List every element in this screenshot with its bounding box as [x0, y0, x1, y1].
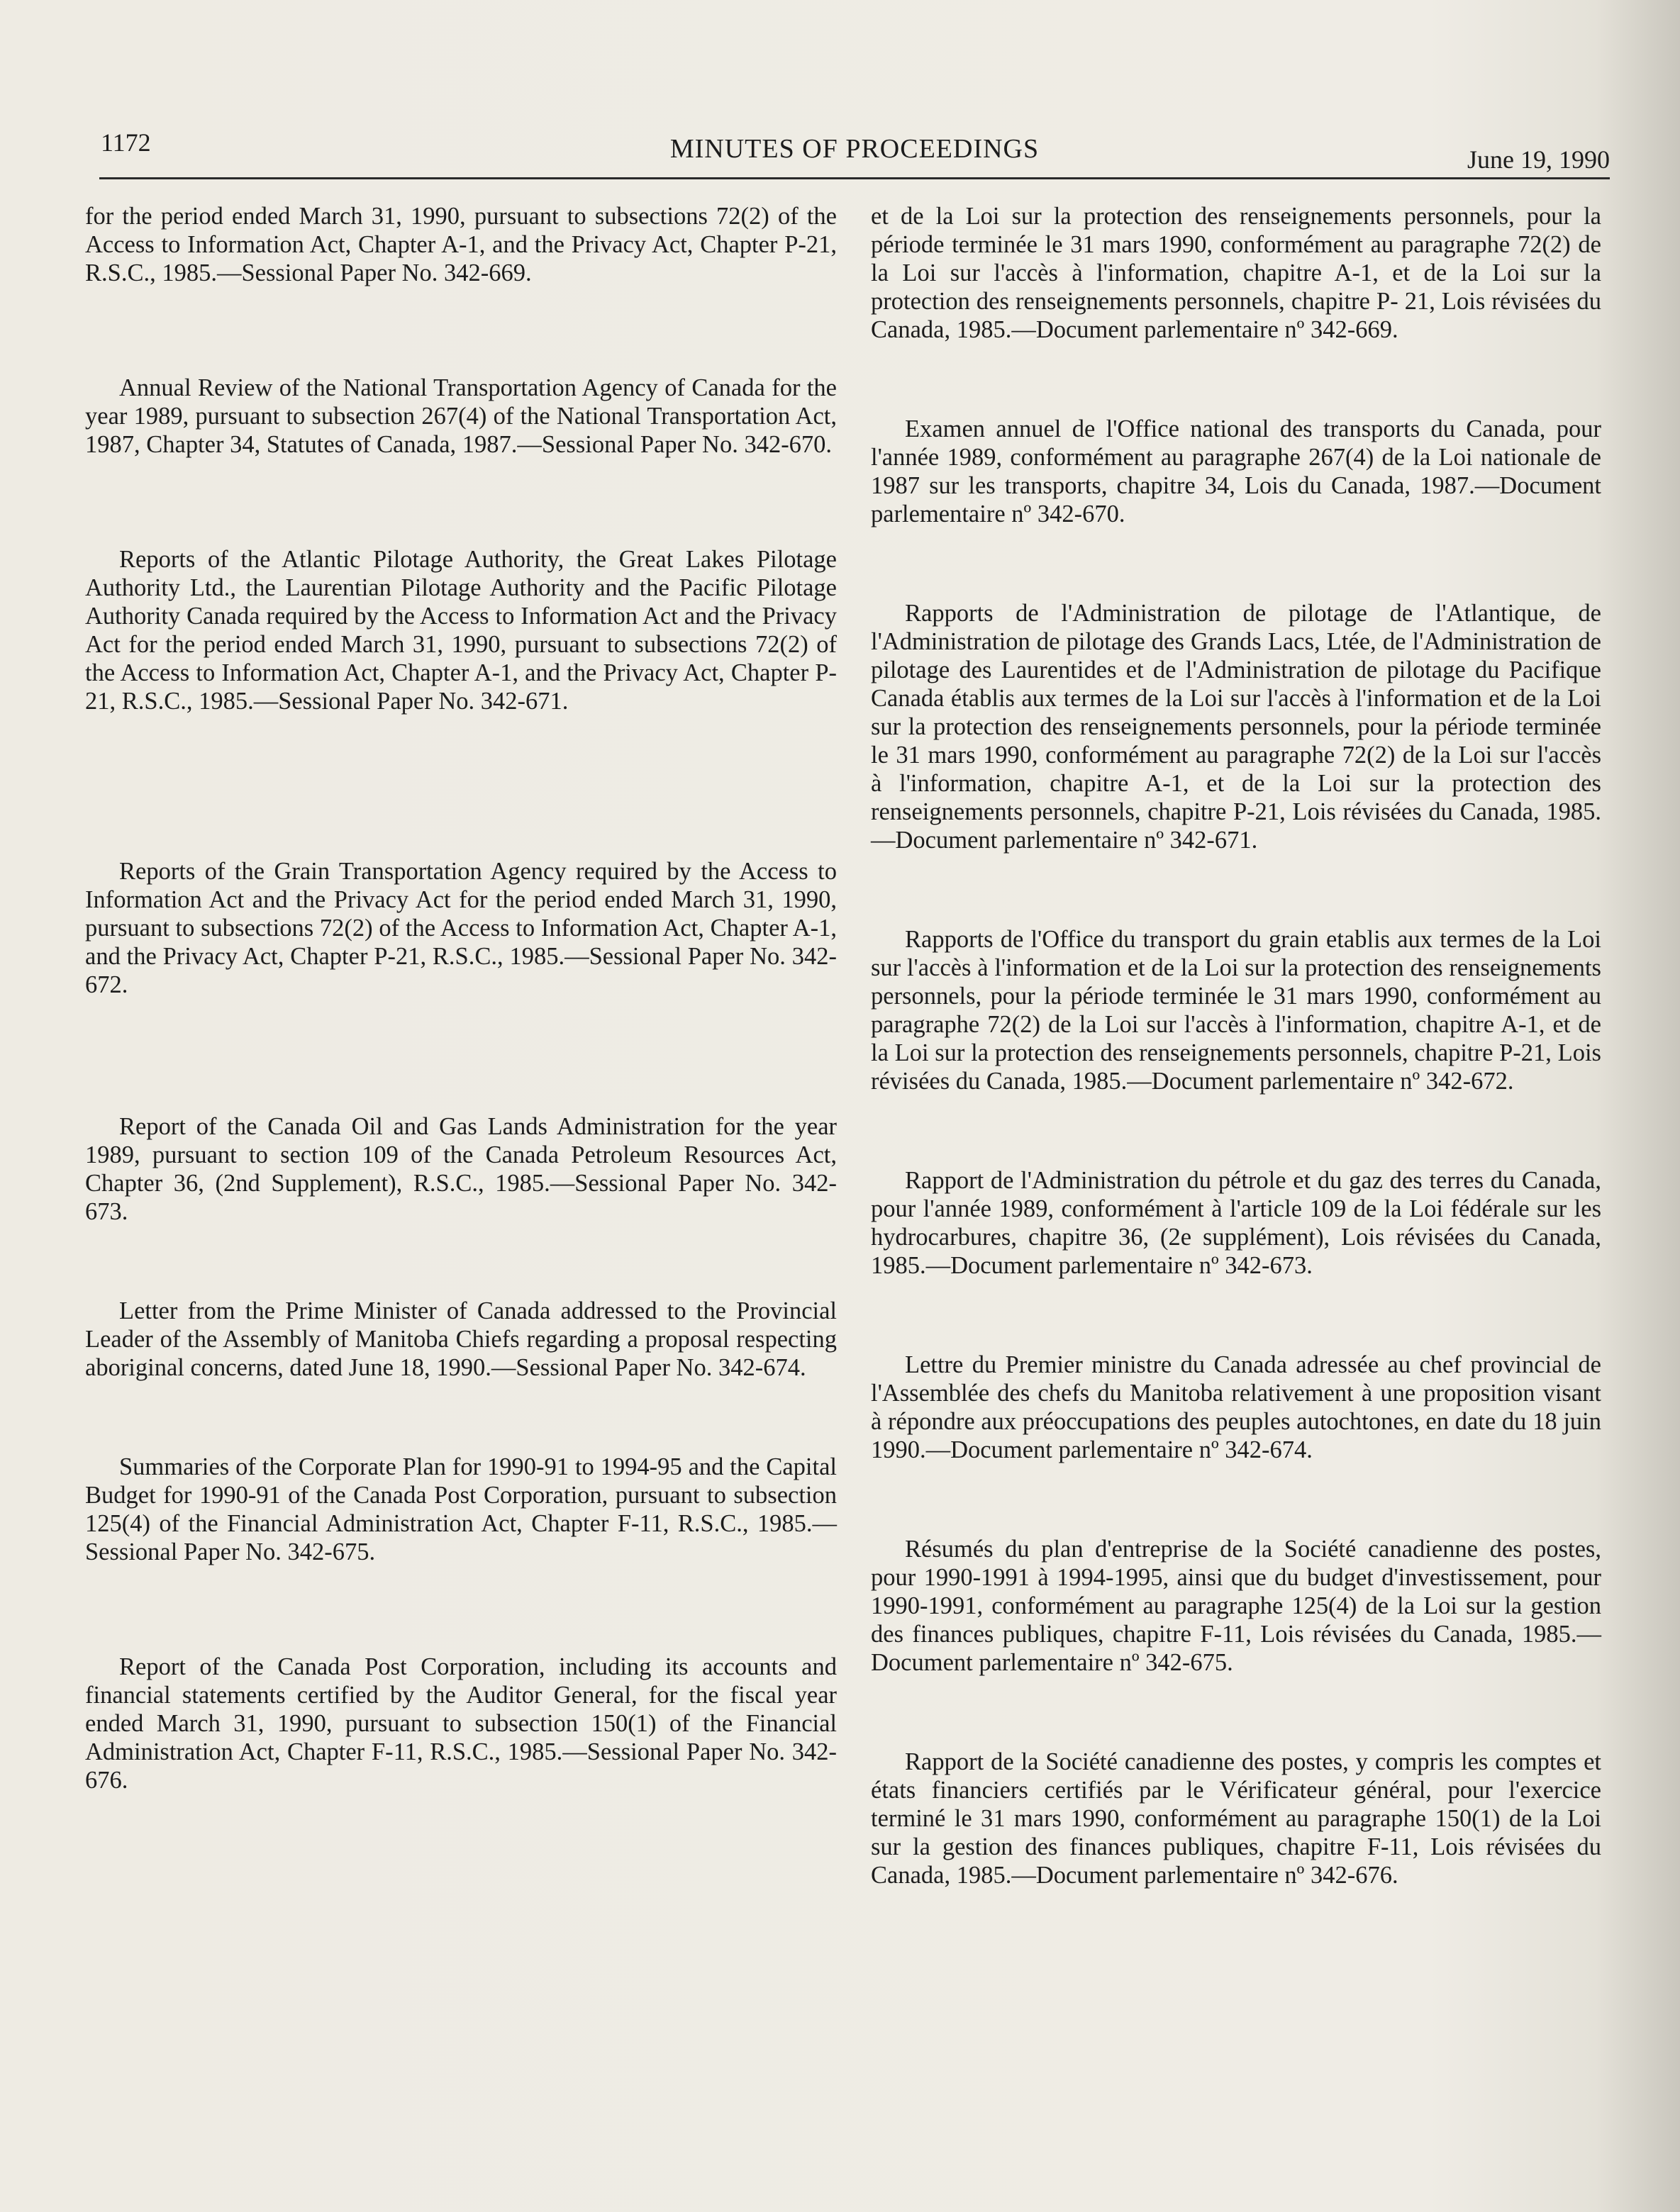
entry-fr-669: et de la Loi sur la protection des renseignements personnels, pour la période terminée le 31 mars 1990, conformément au paragraphe 72(2) de la Loi sur l'accès à l'information, chapitre A-1, et de la Loi sur la protection des renseignements personnels, chapitre P- 21, Lois révisées du Canada, 1985.—Document parlementaire nº 342-669.	[871, 203, 1601, 343]
entry-fr-672: Rapports de l'Office du transport du grain etablis aux termes de la Loi sur l'accès à l'information et de la Loi sur la protection des renseignements personnels, pour la période terminée le 31 mars 1990, conformément au paragraphe 72(2) de la Loi sur l'accès à l'information, chapitre A-1, et de la Loi sur la protection des renseignements personnels, chapitre P-21, Lois révisées du Canada, 1985.—Document parlementaire nº 342-672.	[871, 926, 1601, 1095]
entry-en-669: for the period ended March 31, 1990, pursuant to subsections 72(2) of the Access to Information Act, Chapter A-1, and the Privacy Act, Chapter P-21, R.S.C., 1985.—Sessional Paper No. 342-669.	[85, 203, 837, 286]
page-number: 1172	[101, 128, 151, 157]
header-date: June 19, 1990	[1467, 145, 1610, 174]
entry-fr-673: Rapport de l'Administration du pétrole et du gaz des terres du Canada, pour l'année 1989, conformément à l'article 109 de la Loi fédérale sur les hydrocarbures, chapitre 36, (2e supplément), Lois révisées du Canada, 1985.—Document parlementaire nº 342-673.	[871, 1167, 1601, 1279]
entry-en-671: Reports of the Atlantic Pilotage Authority, the Great Lakes Pilotage Authority Ltd., the Laurentian Pilotage Authority and the Pacific Pilotage Authority Canada required by the Access to Information Act and the Privacy Act for the period ended March 31, 1990, pursuant to subsections 72(2) of the Access to Information Act, Chapter A-1, and the Privacy Act, Chapter P-21, R.S.C., 1985.—Sessional Paper No. 342-671.	[85, 546, 837, 715]
entry-en-673: Report of the Canada Oil and Gas Lands Administration for the year 1989, pursuant to section 109 of the Canada Petroleum Resources Act, Chapter 36, (2nd Supplement), R.S.C., 1985.—Sessional Paper No. 342-673.	[85, 1113, 837, 1225]
english-column	[85, 202, 837, 1794]
entry-en-672: Reports of the Grain Transportation Agency required by the Access to Information Act and the Privacy Act for the period ended March 31, 1990, pursuant to subsections 72(2) of the Access to Information Act, Chapter A-1, and the Privacy Act, Chapter P-21, R.S.C., 1985.—Sessional Paper No. 342-672.	[85, 858, 837, 998]
entry-fr-675: Résumés du plan d'entreprise de la Société canadienne des postes, pour 1990-1991 à 1994-1995, ainsi que du budget d'investissement, pour 1990-1991, conformément au paragraphe 125(4) de la Loi sur la gestion des finances publiques, chapitre F-11, Lois révisées du Canada, 1985.—Document parlementaire nº 342-675.	[871, 1536, 1601, 1676]
entry-fr-674: Lettre du Premier ministre du Canada adressée au chef provincial de l'Assemblée des chefs du Manitoba relativement à une proposition visant à répondre aux préoccupations des peuples autochtones, en date du 18 juin 1990.—Document parlementaire nº 342-674.	[871, 1351, 1601, 1463]
page-header	[99, 128, 1610, 179]
entry-fr-670: Examen annuel de l'Office national des transports du Canada, pour l'année 1989, conformément au paragraphe 267(4) de la Loi nationale de 1987 sur les transports, chapitre 34, Lois du Canada, 1987.—Document parlementaire nº 342-670.	[871, 415, 1601, 527]
running-title: MINUTES OF PROCEEDINGS	[669, 134, 1040, 164]
entry-fr-671: Rapports de l'Administration de pilotage de l'Atlantique, de l'Administration de pilotage des Grands Lacs, Ltée, de l'Administration de pilotage des Laurentides et de l'Administration de pilotage du Pacifique Canada établis aux termes de la Loi sur l'accès à l'information et de la Loi sur la protection des renseignements personnels, pour la période terminée le 31 mars 1990, conformément au paragraphe 72(2) de la Loi sur l'accès à l'information, chapitre A-1, et de la Loi sur la protection des renseignements personnels, chapitre P-21, Lois révisées du Canada, 1985.—Document parlementaire nº 342-671.	[871, 600, 1601, 854]
entry-en-674: Letter from the Prime Minister of Canada addressed to the Provincial Leader of the Assembly of Manitoba Chiefs regarding a proposal respecting aboriginal concerns, dated June 18, 1990.—Sessional Paper No. 342-674.	[85, 1297, 837, 1381]
entry-fr-676: Rapport de la Société canadienne des postes, y compris les comptes et états financiers certifiés par le Vérificateur général, pour l'exercice terminé le 31 mars 1990, conformément au paragraphe 150(1) de la Loi sur la gestion des finances publiques, chapitre F-11, Lois révisées du Canada, 1985.—Document parlementaire nº 342-676.	[871, 1748, 1601, 1889]
entry-en-670: Annual Review of the National Transportation Agency of Canada for the year 1989, pursuant to subsection 267(4) of the National Transportation Act, 1987, Chapter 34, Statutes of Canada, 1987.—Sessional Paper No. 342-670.	[85, 374, 837, 458]
french-column	[871, 202, 1601, 1889]
entry-en-676: Report of the Canada Post Corporation, including its accounts and financial statements certified by the Auditor General, for the fiscal year ended March 31, 1990, pursuant to subsection 150(1) of the Financial Administration Act, Chapter F-11, R.S.C., 1985.—Sessional Paper No. 342-676.	[85, 1653, 837, 1794]
entry-en-675: Summaries of the Corporate Plan for 1990-91 to 1994-95 and the Capital Budget for 1990-91 of the Canada Post Corporation, pursuant to subsection 125(4) of the Financial Administration Act, Chapter F-11, R.S.C., 1985.—Sessional Paper No. 342-675.	[85, 1453, 837, 1565]
